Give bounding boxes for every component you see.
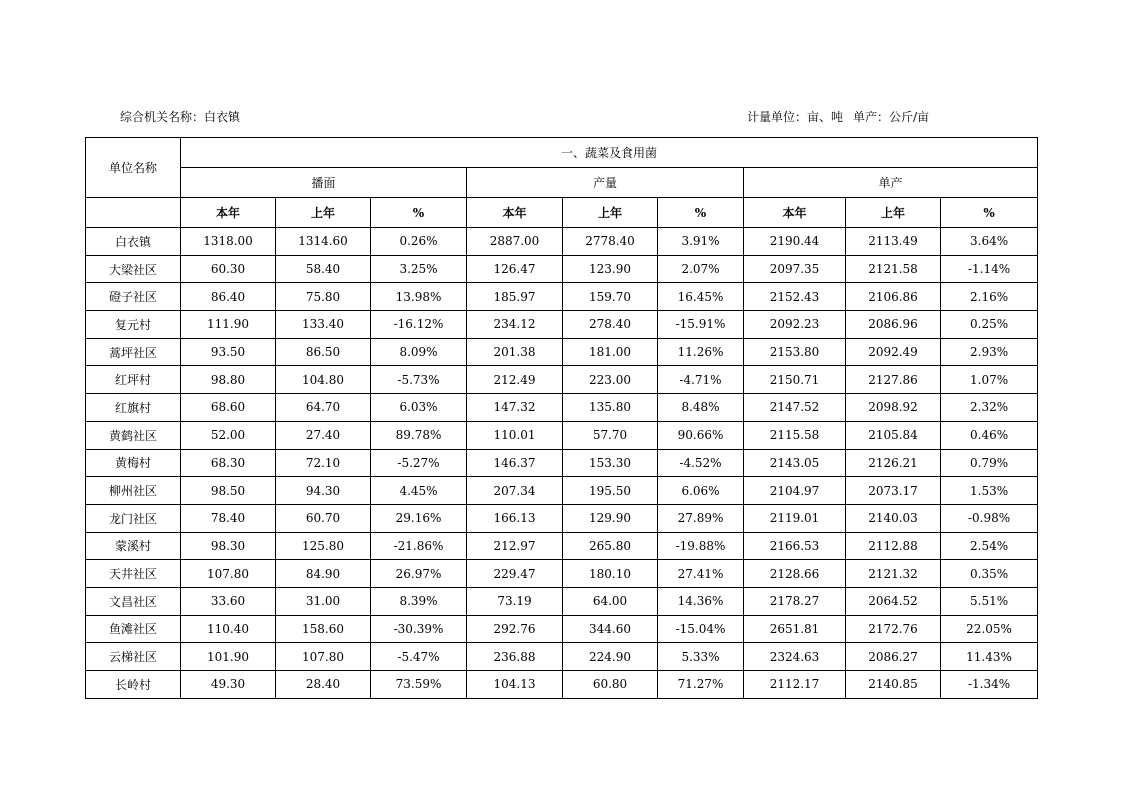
table-cell: -5.73% [371, 366, 467, 394]
table-cell: 166.13 [467, 504, 563, 532]
table-row [86, 421, 1038, 449]
table-cell: 207.34 [467, 477, 563, 505]
table-cell: 2150.71 [744, 366, 846, 394]
table-cell: 57.70 [563, 421, 658, 449]
table-cell: 27.40 [276, 421, 371, 449]
table-cell: 2098.92 [846, 394, 941, 422]
subheader-percent: % [658, 198, 744, 228]
table-cell: 98.30 [181, 532, 276, 560]
table-cell: 8.48% [658, 394, 744, 422]
table-cell: 224.90 [563, 643, 658, 671]
table-cell: 229.47 [467, 560, 563, 588]
table-cell: 2092.49 [846, 338, 941, 366]
table-cell: 5.33% [658, 643, 744, 671]
table-cell: 153.30 [563, 449, 658, 477]
table-cell: 104.13 [467, 671, 563, 699]
table-cell: 31.00 [276, 587, 371, 615]
table-cell: 5.51% [941, 587, 1038, 615]
table-cell: 71.27% [658, 671, 744, 699]
table-cell: 180.10 [563, 560, 658, 588]
table-cell: -30.39% [371, 615, 467, 643]
table-cell: 2115.58 [744, 421, 846, 449]
table-cell: 2127.86 [846, 366, 941, 394]
table-cell: 98.50 [181, 477, 276, 505]
table-cell: 49.30 [181, 671, 276, 699]
table-cell: 84.90 [276, 560, 371, 588]
table-row [86, 228, 1038, 256]
table-cell: 2172.76 [846, 615, 941, 643]
row-unit-name: 白衣镇 [86, 228, 181, 256]
table-cell: 64.00 [563, 587, 658, 615]
table-cell: 2073.17 [846, 477, 941, 505]
table-cell: 72.10 [276, 449, 371, 477]
category-header: 一、蔬菜及食用菌 [181, 138, 1038, 168]
group-header-sown-area: 播面 [181, 168, 467, 198]
table-cell: -16.12% [371, 311, 467, 339]
table-cell: 104.80 [276, 366, 371, 394]
subheader-percent: % [371, 198, 467, 228]
table-cell: 75.80 [276, 283, 371, 311]
table-cell: 2121.58 [846, 255, 941, 283]
table-cell: 147.32 [467, 394, 563, 422]
table-cell: 2112.88 [846, 532, 941, 560]
table-cell: 3.25% [371, 255, 467, 283]
table-row [86, 283, 1038, 311]
table-cell: 2119.01 [744, 504, 846, 532]
table-cell: 60.70 [276, 504, 371, 532]
table-cell: 125.80 [276, 532, 371, 560]
subheader-last-year: 上年 [276, 198, 371, 228]
table-cell: 86.40 [181, 283, 276, 311]
table-cell: 2086.27 [846, 643, 941, 671]
table-cell: 158.60 [276, 615, 371, 643]
table-row [86, 477, 1038, 505]
table-cell: 2104.97 [744, 477, 846, 505]
row-unit-name: 云梯社区 [86, 643, 181, 671]
table-cell: 8.39% [371, 587, 467, 615]
table-cell: 33.60 [181, 587, 276, 615]
table-cell: 2092.23 [744, 311, 846, 339]
table-row [86, 449, 1038, 477]
table-cell: 28.40 [276, 671, 371, 699]
table-cell: 89.78% [371, 421, 467, 449]
yield-unit-label: 单产：公斤/亩 [853, 110, 930, 124]
table-cell: 2121.32 [846, 560, 941, 588]
table-cell: 26.97% [371, 560, 467, 588]
subheader-last-year: 上年 [563, 198, 658, 228]
table-cell: 1.07% [941, 366, 1038, 394]
table-cell: 292.76 [467, 615, 563, 643]
table-cell: 2324.63 [744, 643, 846, 671]
row-unit-name: 柳州社区 [86, 477, 181, 505]
table-cell: 22.05% [941, 615, 1038, 643]
table-cell: -19.88% [658, 532, 744, 560]
table-cell: 0.79% [941, 449, 1038, 477]
row-unit-name: 长岭村 [86, 671, 181, 699]
table-cell: 159.70 [563, 283, 658, 311]
table-cell: 6.06% [658, 477, 744, 505]
row-unit-name: 蒿坪社区 [86, 338, 181, 366]
units-label-group [747, 108, 929, 125]
table-cell: 1.53% [941, 477, 1038, 505]
units-label: 计量单位：亩、吨 [747, 110, 844, 124]
table-cell: 2.54% [941, 532, 1038, 560]
table-cell: 8.09% [371, 338, 467, 366]
table-cell: -15.04% [658, 615, 744, 643]
table-cell: 2140.03 [846, 504, 941, 532]
table-cell: 2153.80 [744, 338, 846, 366]
table-cell: 223.00 [563, 366, 658, 394]
row-unit-name: 红坪村 [86, 366, 181, 394]
subheader-this-year: 本年 [467, 198, 563, 228]
table-cell: 0.25% [941, 311, 1038, 339]
table-row [86, 643, 1038, 671]
table-row [86, 560, 1038, 588]
table-cell: 2128.66 [744, 560, 846, 588]
table-cell: 195.50 [563, 477, 658, 505]
row-unit-name: 文昌社区 [86, 587, 181, 615]
table-cell: 11.43% [941, 643, 1038, 671]
table-cell: 212.49 [467, 366, 563, 394]
table-row [86, 338, 1038, 366]
table-cell: 14.36% [658, 587, 744, 615]
table-cell: 2651.81 [744, 615, 846, 643]
group-header-yield: 单产 [744, 168, 1038, 198]
subheader-percent: % [941, 198, 1038, 228]
table-cell: 2147.52 [744, 394, 846, 422]
table-cell: 73.19 [467, 587, 563, 615]
table-cell: -21.86% [371, 532, 467, 560]
table-cell: 60.80 [563, 671, 658, 699]
table-cell: 11.26% [658, 338, 744, 366]
table-row [86, 532, 1038, 560]
table-cell: -5.47% [371, 643, 467, 671]
table-cell: 60.30 [181, 255, 276, 283]
table-cell: 0.26% [371, 228, 467, 256]
table-cell: 212.97 [467, 532, 563, 560]
table-cell: 2887.00 [467, 228, 563, 256]
table-cell: 2166.53 [744, 532, 846, 560]
table-cell: 236.88 [467, 643, 563, 671]
table-cell: 181.00 [563, 338, 658, 366]
table-cell: -0.98% [941, 504, 1038, 532]
table-cell: 133.40 [276, 311, 371, 339]
row-unit-name: 鱼滩社区 [86, 615, 181, 643]
table-cell: 13.98% [371, 283, 467, 311]
table-cell: 107.80 [181, 560, 276, 588]
table-cell: 78.40 [181, 504, 276, 532]
table-cell: 129.90 [563, 504, 658, 532]
row-unit-name: 大梁社区 [86, 255, 181, 283]
subheader-this-year: 本年 [181, 198, 276, 228]
table-cell: 68.30 [181, 449, 276, 477]
table-cell: 64.70 [276, 394, 371, 422]
table-cell: 110.40 [181, 615, 276, 643]
table-cell: 2113.49 [846, 228, 941, 256]
header-row-subheaders [86, 198, 1038, 228]
table-cell: 0.35% [941, 560, 1038, 588]
table-cell: 101.90 [181, 643, 276, 671]
table-cell: -4.71% [658, 366, 744, 394]
table-cell: 201.38 [467, 338, 563, 366]
row-unit-name: 复元村 [86, 311, 181, 339]
table-row [86, 615, 1038, 643]
row-unit-name: 黄鹤社区 [86, 421, 181, 449]
table-cell: 1318.00 [181, 228, 276, 256]
table-cell: -15.91% [658, 311, 744, 339]
table-cell: 2778.40 [563, 228, 658, 256]
table-cell: 126.47 [467, 255, 563, 283]
vegetable-statistics-table [85, 137, 1038, 699]
table-cell: 86.50 [276, 338, 371, 366]
unit-name-header: 单位名称 [86, 138, 181, 198]
table-cell: 4.45% [371, 477, 467, 505]
table-row [86, 255, 1038, 283]
table-cell: 107.80 [276, 643, 371, 671]
table-cell: 73.59% [371, 671, 467, 699]
table-cell: 6.03% [371, 394, 467, 422]
table-cell: 2140.85 [846, 671, 941, 699]
table-cell: 94.30 [276, 477, 371, 505]
table-cell: 2112.17 [744, 671, 846, 699]
table-cell: 278.40 [563, 311, 658, 339]
table-cell: 185.97 [467, 283, 563, 311]
table-cell: 2064.52 [846, 587, 941, 615]
row-unit-name: 磴子社区 [86, 283, 181, 311]
table-cell: 265.80 [563, 532, 658, 560]
table-cell: 2097.35 [744, 255, 846, 283]
table-cell: 2126.21 [846, 449, 941, 477]
org-name-label: 综合机关名称：白衣镇 [120, 110, 241, 124]
table-cell: 2086.96 [846, 311, 941, 339]
table-cell: 123.90 [563, 255, 658, 283]
table-cell: 90.66% [658, 421, 744, 449]
table-cell: 68.60 [181, 394, 276, 422]
table-row [86, 671, 1038, 699]
table-cell: 3.91% [658, 228, 744, 256]
table-cell: 2.07% [658, 255, 744, 283]
table-cell: -1.34% [941, 671, 1038, 699]
table-row [86, 311, 1038, 339]
group-header-output: 产量 [467, 168, 744, 198]
table-cell: 2143.05 [744, 449, 846, 477]
table-cell: -4.52% [658, 449, 744, 477]
row-unit-name: 黄梅村 [86, 449, 181, 477]
table-row [86, 504, 1038, 532]
header-row-category [86, 138, 1038, 168]
table-cell: 146.37 [467, 449, 563, 477]
table-cell: 93.50 [181, 338, 276, 366]
table-cell: 2190.44 [744, 228, 846, 256]
table-cell: 1314.60 [276, 228, 371, 256]
table-cell: 2152.43 [744, 283, 846, 311]
table-row [86, 394, 1038, 422]
table-cell: 2106.86 [846, 283, 941, 311]
table-cell: 98.80 [181, 366, 276, 394]
table-cell: 0.46% [941, 421, 1038, 449]
table-cell: 52.00 [181, 421, 276, 449]
row-unit-name: 蒙溪村 [86, 532, 181, 560]
table-cell: -5.27% [371, 449, 467, 477]
empty-header-cell [86, 198, 181, 228]
table-cell: 2178.27 [744, 587, 846, 615]
table-cell: 27.89% [658, 504, 744, 532]
table-cell: 344.60 [563, 615, 658, 643]
table-cell: 58.40 [276, 255, 371, 283]
table-body [86, 228, 1038, 699]
subheader-last-year: 上年 [846, 198, 941, 228]
table-row [86, 366, 1038, 394]
table-cell: 234.12 [467, 311, 563, 339]
table-cell: -1.14% [941, 255, 1038, 283]
table-cell: 2.32% [941, 394, 1038, 422]
row-unit-name: 天井社区 [86, 560, 181, 588]
table-cell: 2105.84 [846, 421, 941, 449]
table-cell: 3.64% [941, 228, 1038, 256]
table-cell: 16.45% [658, 283, 744, 311]
table-cell: 29.16% [371, 504, 467, 532]
table-row [86, 587, 1038, 615]
table-cell: 135.80 [563, 394, 658, 422]
row-unit-name: 红旗村 [86, 394, 181, 422]
subheader-this-year: 本年 [744, 198, 846, 228]
table-cell: 110.01 [467, 421, 563, 449]
table-cell: 2.16% [941, 283, 1038, 311]
table-cell: 111.90 [181, 311, 276, 339]
row-unit-name: 龙门社区 [86, 504, 181, 532]
header-row-groups [86, 168, 1038, 198]
table-cell: 27.41% [658, 560, 744, 588]
table-cell: 2.93% [941, 338, 1038, 366]
